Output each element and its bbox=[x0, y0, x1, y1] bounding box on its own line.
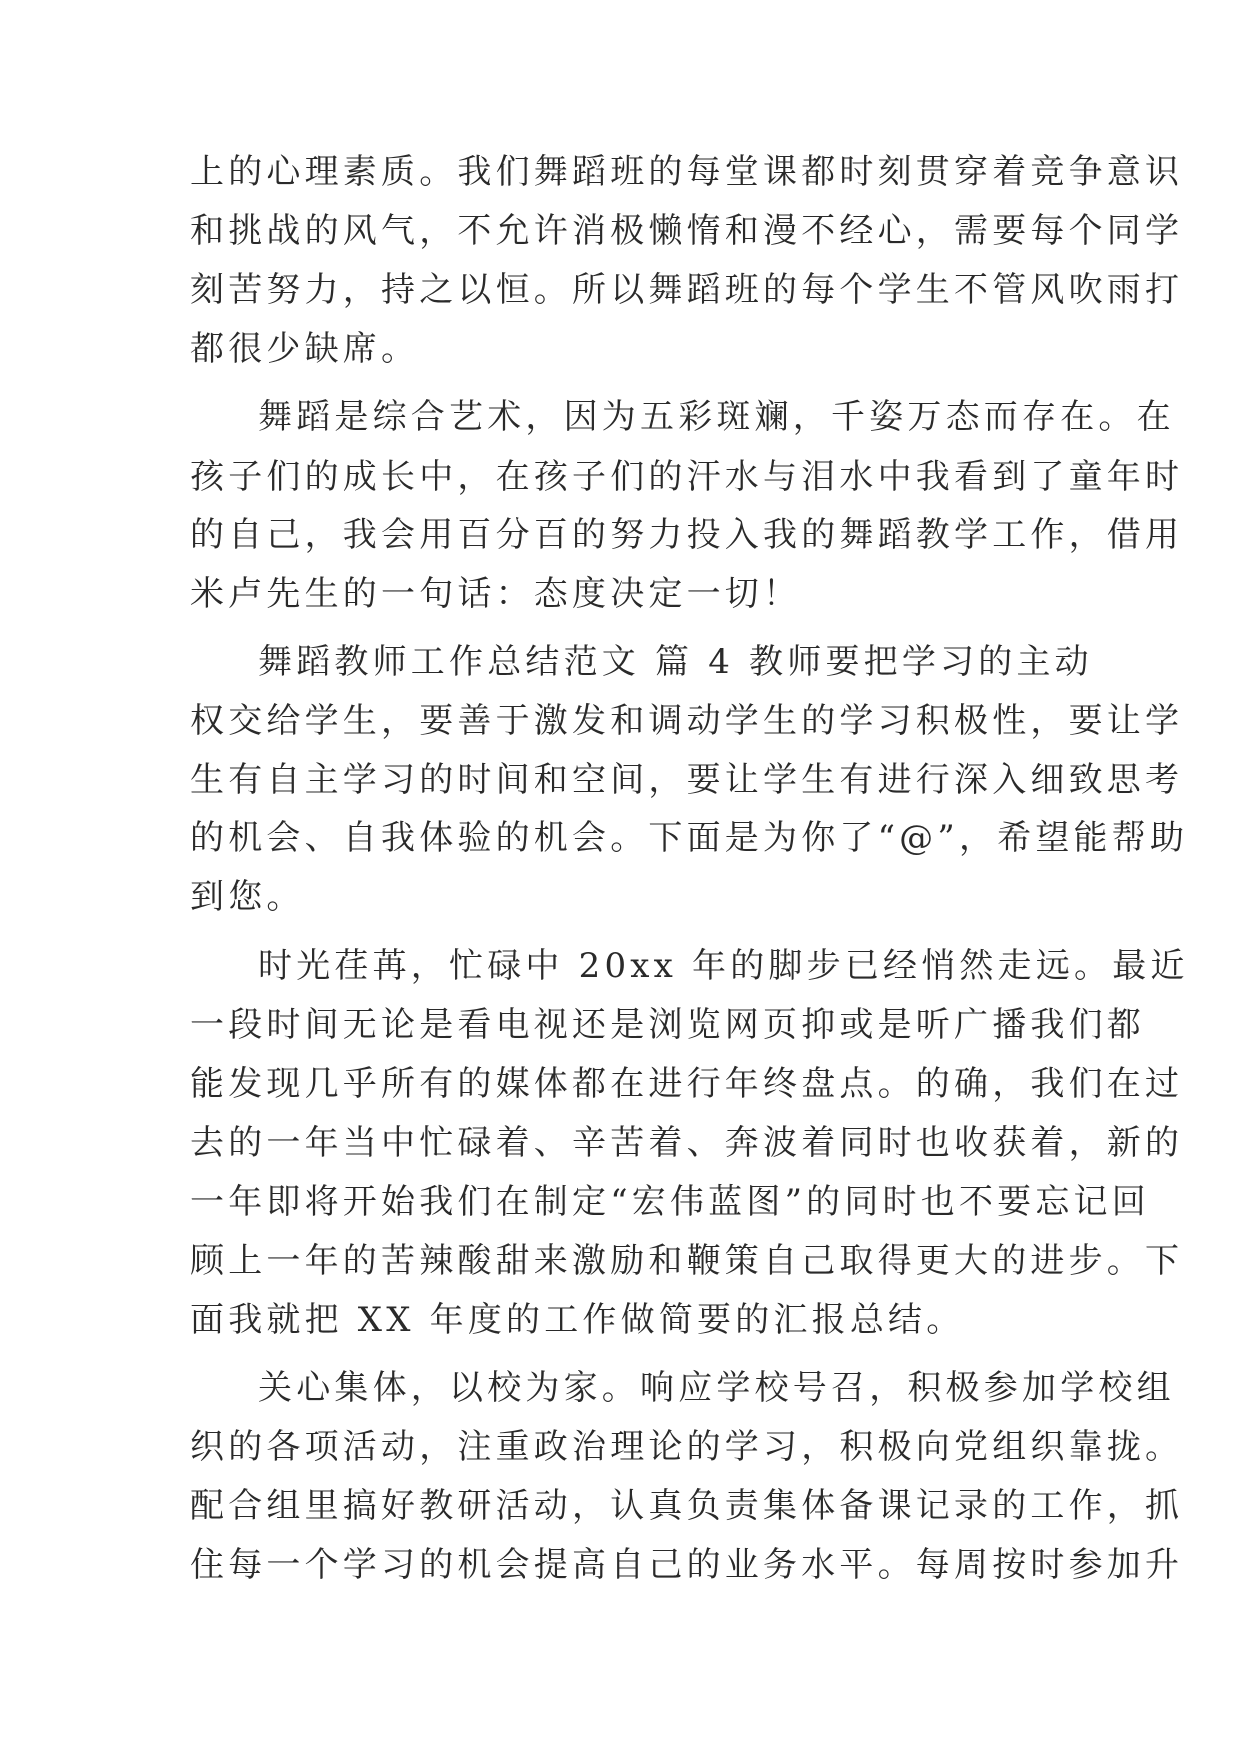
text-line: 的自己，我会用百分百的努力投入我的舞蹈教学工作，借用 bbox=[190, 515, 1184, 555]
text-line: 上的心理素质。我们舞蹈班的每堂课都时刻贯穿着竞争意识 bbox=[190, 152, 1184, 192]
text-line: 一段时间无论是看电视还是浏览网页抑或是听广播我们都 bbox=[190, 1005, 1145, 1045]
text-line: 和挑战的风气，不允许消极懒惰和漫不经心，需要每个同学 bbox=[190, 211, 1184, 251]
text-line: 都很少缺席。 bbox=[190, 329, 420, 369]
text-line: 权交给学生，要善于激发和调动学生的学习积极性，要让学 bbox=[190, 701, 1184, 741]
text-line: 去的一年当中忙碌着、辛苦着、奔波着同时也收获着，新的 bbox=[190, 1123, 1184, 1163]
text-line: 能发现几乎所有的媒体都在进行年终盘点。的确，我们在过 bbox=[190, 1064, 1184, 1104]
text-line: 生有自主学习的时间和空间，要让学生有进行深入细致思考 bbox=[190, 760, 1184, 800]
text-line: 关心集体，以校为家。响应学校号召，积极参加学校组 bbox=[258, 1368, 1175, 1408]
text-line: 到您。 bbox=[190, 877, 305, 917]
text-line: 孩子们的成长中，在孩子们的汗水与泪水中我看到了童年时 bbox=[190, 457, 1184, 497]
text-line: 住每一个学习的机会提高自己的业务水平。每周按时参加升 bbox=[190, 1545, 1184, 1585]
text-line: 舞蹈是综合艺术，因为五彩斑斓，千姿万态而存在。在 bbox=[258, 397, 1175, 437]
text-line: 顾上一年的苦辣酸甜来激励和鞭策自己取得更大的进步。下 bbox=[190, 1241, 1184, 1281]
text-line: 一年即将开始我们在制定“宏伟蓝图”的同时也不要忘记回 bbox=[190, 1182, 1150, 1222]
text-line: 面我就把 XX 年度的工作做简要的汇报总结。 bbox=[190, 1300, 965, 1340]
text-line: 刻苦努力，持之以恒。所以舞蹈班的每个学生不管风吹雨打 bbox=[190, 270, 1184, 310]
text-line: 时光荏苒，忙碌中 20xx 年的脚步已经悄然走远。最近 bbox=[258, 946, 1189, 986]
text-line: 配合组里搞好教研活动，认真负责集体备课记录的工作，抓 bbox=[190, 1486, 1184, 1526]
text-line: 织的各项活动，注重政治理论的学习，积极向党组织靠拢。 bbox=[190, 1427, 1184, 1467]
text-line: 的机会、自我体验的机会。下面是为你了“@”，希望能帮助 bbox=[190, 818, 1189, 858]
text-line: 舞蹈教师工作总结范文 篇 4 教师要把学习的主动 bbox=[258, 642, 1093, 682]
text-line: 米卢先生的一句话：态度决定一切！ bbox=[190, 574, 802, 614]
